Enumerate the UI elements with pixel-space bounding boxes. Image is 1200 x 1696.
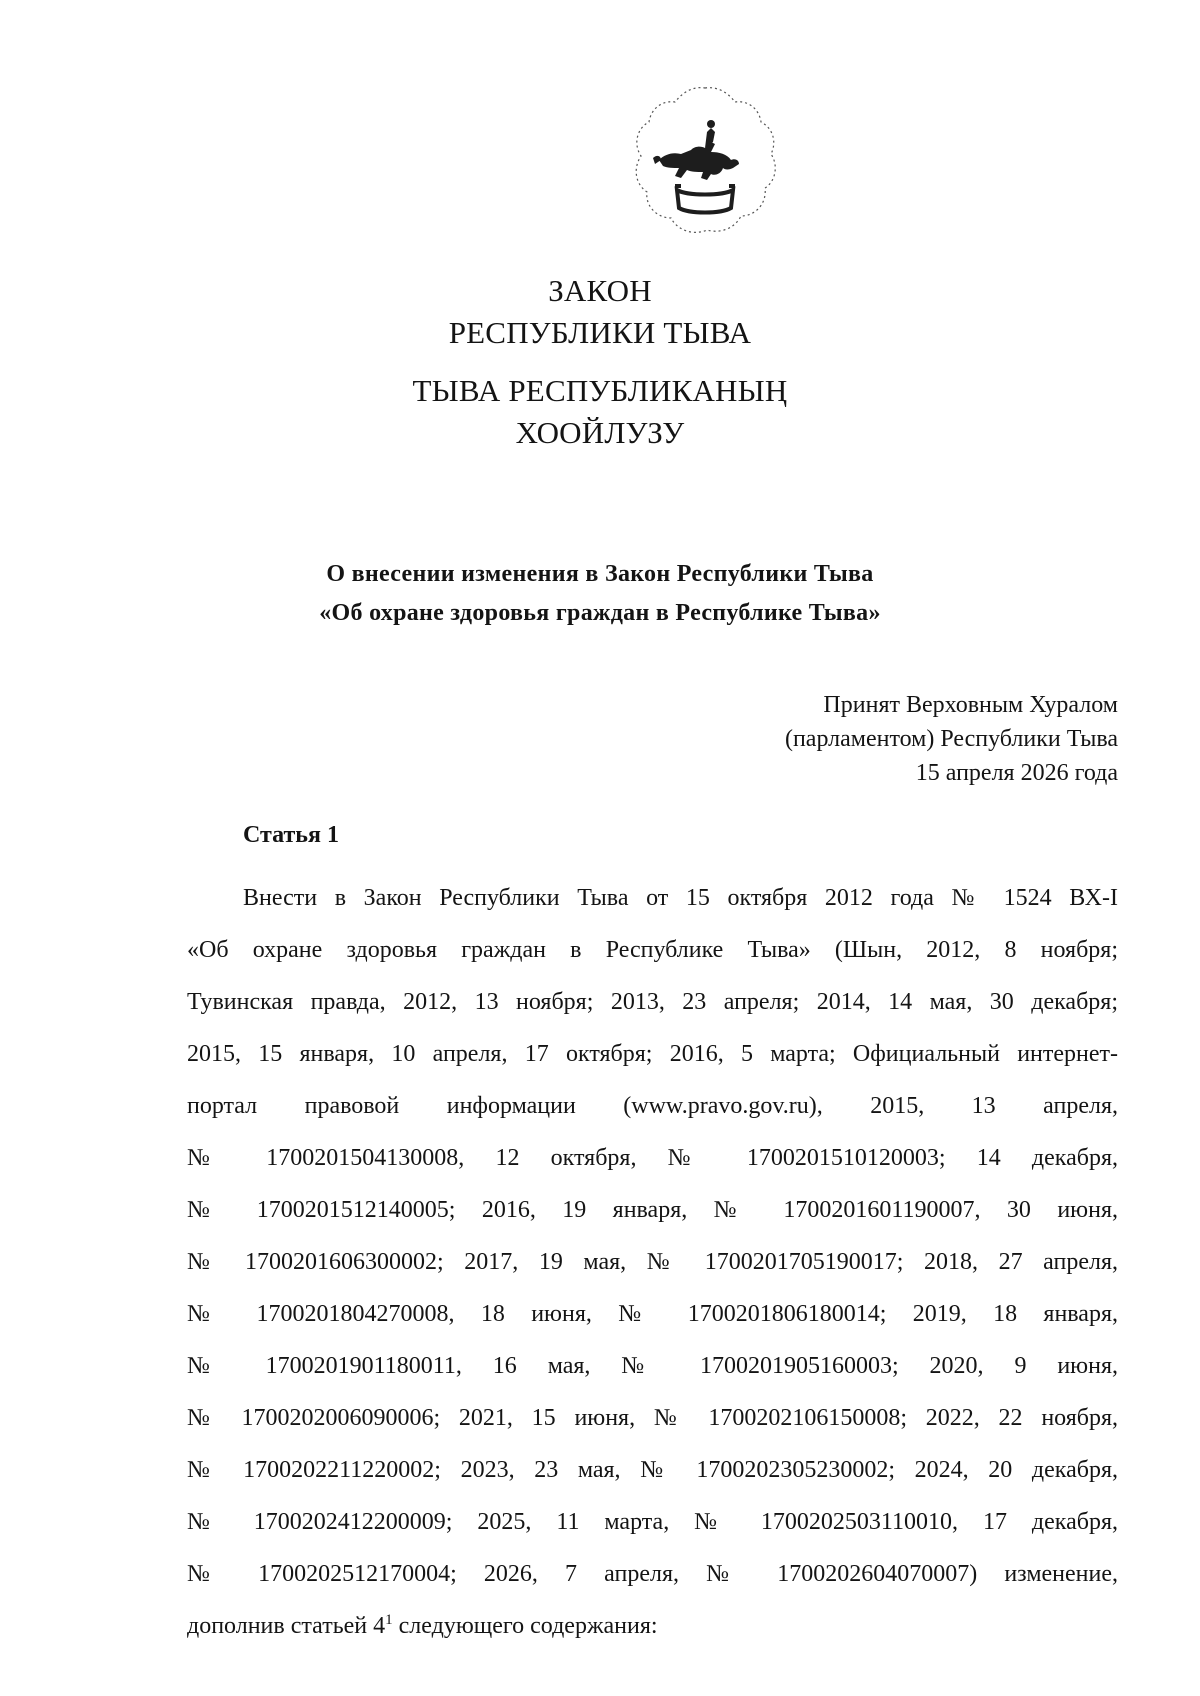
body-line: № 1700201606300002; 2017, 19 мая, № 1700201705190017; 2018, 27 апреля, bbox=[187, 1249, 1118, 1275]
article-body bbox=[187, 872, 1118, 1652]
body-line: № 1700201512140005; 2016, 19 января, № 1700201601190007, 30 июня, bbox=[187, 1197, 1118, 1223]
body-line-last-text: дополнив статьей 4 bbox=[187, 1613, 386, 1639]
body-line: «Об охране здоровья граждан в Республике Тыва» (Шын, 2012, 8 ноября; bbox=[187, 937, 1118, 963]
body-line: № 1700202006090006; 2021, 15 июня, № 1700202106150008; 2022, 22 ноября, bbox=[187, 1405, 1118, 1431]
body-line-last-tail: следующего содержания: bbox=[392, 1613, 658, 1639]
article-number-superscript: 1 bbox=[385, 1612, 393, 1628]
adoption-date: 15 апреля 2026 года bbox=[915, 760, 1118, 786]
body-line: портал правовой информации (www.pravo.gov.ru), 2015, 13 апреля, bbox=[187, 1093, 1118, 1119]
body-line: № 1700202211220002; 2023, 23 мая, № 1700202305230002; 2024, 20 декабря, bbox=[187, 1457, 1118, 1483]
heading-tuvan-law-word: ХООЙЛУЗУ bbox=[515, 415, 685, 450]
law-title bbox=[0, 555, 1200, 633]
body-line: № 1700201504130008, 12 октября, № 1700201510120003; 14 декабря, bbox=[187, 1145, 1118, 1171]
tuva-emblem-icon bbox=[631, 82, 779, 247]
article-heading: Статья 1 bbox=[243, 822, 339, 848]
adoption-note-line-2: (парламентом) Республики Тыва bbox=[784, 726, 1118, 752]
heading-tuvan-republic: ТЫВА РЕСПУБЛИКАНЫҢ bbox=[412, 373, 788, 408]
heading-republic-name: РЕСПУБЛИКИ ТЫВА bbox=[448, 315, 752, 350]
body-line: Внести в Закон Республики Тыва от 15 октября 2012 года № 1524 ВХ-I bbox=[243, 885, 1118, 911]
body-line-last bbox=[187, 1600, 1118, 1652]
adoption-note bbox=[785, 688, 1118, 790]
heading-russian bbox=[0, 270, 1200, 354]
body-line: № 1700202512170004; 2026, 7 апреля, № 1700202604070007) изменение, bbox=[187, 1561, 1118, 1587]
adoption-note-line-1: Принят Верховным Хуралом bbox=[823, 692, 1118, 718]
law-title-line-2: «Об охране здоровья граждан в Республике Тыва» bbox=[319, 600, 881, 626]
body-line: № 1700201804270008, 18 июня, № 1700201806180014; 2019, 18 января, bbox=[187, 1301, 1118, 1327]
body-line: Тувинская правда, 2012, 13 ноября; 2013, 23 апреля; 2014, 14 мая, 30 декабря; bbox=[187, 989, 1118, 1015]
body-line: 2015, 15 января, 10 апреля, 17 октября; 2016, 5 марта; Официальный интернет- bbox=[187, 1041, 1118, 1067]
heading-tuvan bbox=[0, 370, 1200, 454]
body-line: № 1700201901180011, 16 мая, № 1700201905160003; 2020, 9 июня, bbox=[187, 1353, 1118, 1379]
body-line: № 1700202412200009; 2025, 11 марта, № 1700202503110010, 17 декабря, bbox=[187, 1509, 1118, 1535]
law-title-line-1: О внесении изменения в Закон Республики Тыва bbox=[326, 561, 874, 587]
heading-law-word: ЗАКОН bbox=[548, 273, 652, 308]
